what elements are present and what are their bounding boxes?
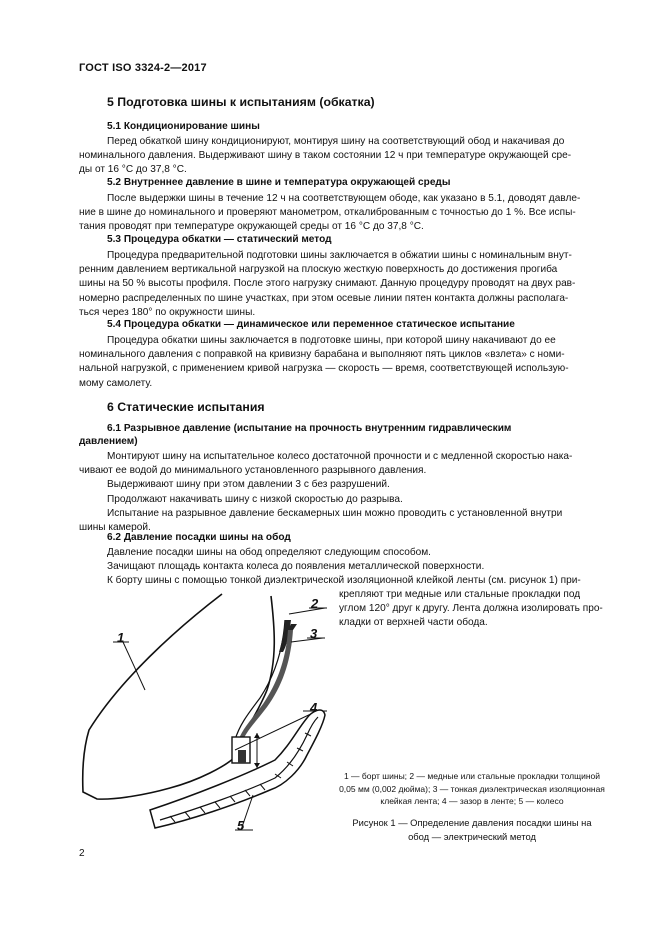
section-6-2-heading: 6.2 Давление посадки шины на обод: [107, 532, 291, 543]
text-line: ние в шине до номинального и проверяют манометром, откалиброванным с точностью до 1 %. Все испы-: [79, 207, 576, 219]
tire-sidewall-outline: [238, 596, 274, 750]
text-line: ды от 16 °С до 37,8 °С.: [79, 164, 187, 176]
callout-2: 2: [311, 596, 319, 611]
text-line: шины камерой.: [79, 522, 151, 534]
callout-3: 3: [310, 626, 318, 641]
text-line: Давление посадки шины на обод определяют следующим способом.: [107, 547, 431, 558]
document-header: ГОСТ ISO 3324-2—2017: [79, 62, 207, 74]
section-5-4-paragraph: [79, 334, 613, 391]
section-5-heading: 5 Подготовка шины к испытаниям (обкатка): [107, 95, 375, 109]
legend-line: клейкая лента; 4 — зазор в ленте; 5 — колесо: [380, 796, 564, 807]
text-line: крепляют три медные или стальные прокладки под: [339, 589, 581, 600]
section-5-4-heading: 5.4 Процедура обкатки — динамическое или переменное статическое испытание: [107, 319, 515, 330]
caption-line: обод — электрический метод: [408, 830, 536, 842]
text-line: После выдержки шины в течение 12 ч на соответствующем ободе, как указано в 5.1, доводят давле-: [107, 193, 581, 204]
text-line: Процедура предварительной подготовки шины заключается в обжатии шины с номинальным внут-: [107, 250, 572, 261]
text-line: номинального давления с поправкой на кривизну барабана и выполняют пять циклов «взлета» с номи-: [79, 349, 565, 361]
text-line: номинального давления. Выдерживают шину в таком состоянии 12 ч при температуре окружающей сре-: [79, 150, 572, 162]
text-line: тания проводят при температуре окружающей среды от 16 °С до 37,8 °С.: [79, 221, 424, 233]
leader-1: [123, 642, 145, 690]
text-line: кладки от верхней части обода.: [339, 617, 488, 629]
text-line: номерно распределенных по шине участках, при этом осевые линии пятен контакта должны располага-: [79, 292, 569, 304]
figure-caption: [330, 816, 614, 843]
text-line: чивают ее водой до минимального установленного разрывного давления.: [79, 465, 427, 477]
text-line: нальной нагрузкой, с применением кривой нагрузка — скорость — время, соответствующей использую-: [79, 363, 569, 375]
section-6-1-paragraph: [79, 450, 613, 535]
section-5-2-heading: 5.2 Внутреннее давление в шине и температура окружающей среды: [107, 177, 451, 188]
legend-line: 1 — борт шины; 2 — медные или стальные прокладки толщиной: [343, 771, 601, 781]
tire-bead-figure: [75, 590, 335, 845]
text-line: Процедура обкатки шины заключается в подготовке шины, при которой шину накачивают до ее: [107, 335, 556, 346]
text-line: Зачищают площадь контакта колеса до появления металлической поверхности.: [107, 561, 485, 573]
text-line: ться через 180° по окружности шины.: [79, 306, 256, 318]
gap-insert: [238, 750, 246, 763]
text-line: углом 120° друг к другу. Лента должна изолировать про-: [339, 603, 603, 615]
wheel-rim: [150, 710, 325, 828]
text-line: Испытание на разрывное давление бескамерных шин можно проводить с установленной внутри: [107, 507, 563, 519]
caption-line: Рисунок 1 — Определение давления посадки шины на: [352, 817, 592, 828]
text-line: Выдерживают шину при этом давлении 3 с без разрушений.: [107, 479, 390, 491]
leader-2: [289, 608, 325, 614]
section-6-1-heading-cont: давлением): [79, 436, 138, 447]
section-6-2-paragraph: [107, 546, 613, 589]
section-5-1-paragraph: [79, 135, 613, 178]
text-line: ренним давлением вертикальной нагрузкой на плоскую жесткую поверхность до достижения прогиба: [79, 264, 558, 276]
text-line: Перед обкаткой шину кондиционируют, монтируя шину на соответствующий обод и накачивая до: [107, 136, 565, 147]
section-5-3-paragraph: [79, 249, 613, 320]
legend-line: 0,05 мм (0,002 дюйма); 3 — тонкая диэлектрическая изоляционная: [339, 783, 605, 794]
callout-1: 1: [117, 630, 125, 645]
tire-bead-outline: [83, 594, 234, 799]
callout-5: 5: [237, 818, 245, 833]
callout-4: 4: [310, 700, 318, 715]
text-line: Продолжают накачивать шину с низкой скоростью до разрыва.: [107, 493, 403, 505]
text-line: К борту шины с помощью тонкой диэлектрической изоляционной клейкой ленты (см. рисунок 1) при-: [107, 575, 581, 587]
text-line: шины на 50 % высоты профиля. После этого нагрузку снимают. Данную процедуру проводят на двух рав-: [79, 278, 576, 290]
section-5-2-paragraph: [79, 192, 613, 235]
leader-3: [291, 638, 323, 642]
section-5-1-heading: 5.1 Кондиционирование шины: [107, 121, 260, 132]
section-6-2-paragraph-wrap: [339, 588, 613, 631]
figure-legend: [330, 770, 614, 808]
section-5-3-heading: 5.3 Процедура обкатки — статический метод: [107, 234, 332, 245]
text-line: мому самолету.: [79, 377, 153, 389]
text-line: Монтируют шину на испытательное колесо достаточной прочности и с медленной скоростью нака-: [107, 451, 573, 462]
section-6-1-heading: 6.1 Разрывное давление (испытание на прочность внутренним гидравлическим: [107, 423, 512, 434]
page-number: 2: [79, 848, 85, 859]
section-6-heading: 6 Статические испытания: [107, 400, 265, 414]
